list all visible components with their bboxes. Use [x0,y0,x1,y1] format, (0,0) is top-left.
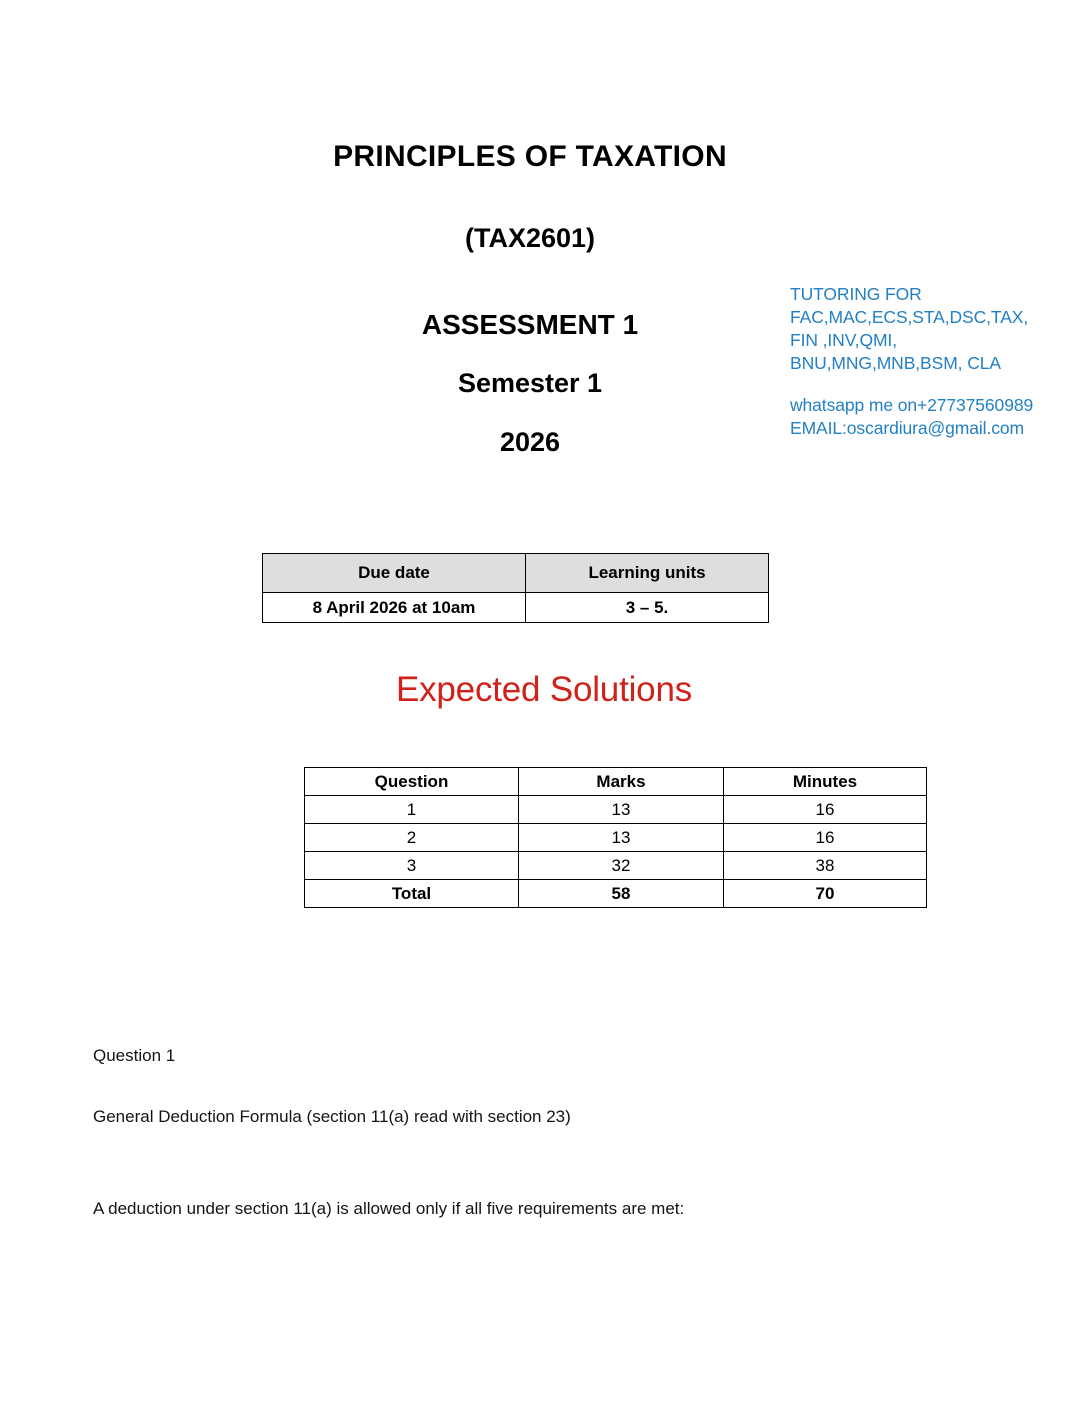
semester-heading: Semester 1 [457,368,603,398]
question-number: 1 [305,796,519,824]
year-heading: 2026 [499,427,561,457]
table-row [305,852,927,880]
question-number: 3 [305,852,519,880]
learning-units-value: 3 – 5. [526,593,769,623]
minutes-header: Minutes [724,768,927,796]
module-code: (TAX2601) [464,223,596,253]
due-date-table [262,553,769,623]
marks-header: Marks [519,768,724,796]
formula-heading: General Deduction Formula (section 11(a) read with section 23) [93,1106,571,1126]
table-row [263,593,769,623]
assessment-heading: ASSESSMENT 1 [421,309,639,340]
question-minutes: 16 [724,796,927,824]
due-date-header: Due date [263,554,526,593]
question-number: 2 [305,824,519,852]
total-minutes: 70 [724,880,927,908]
question-marks: 32 [519,852,724,880]
total-label: Total [305,880,519,908]
whatsapp-contact: whatsapp me on+27737560989 [790,395,1034,416]
total-marks: 58 [519,880,724,908]
page-title: PRINCIPLES OF TAXATION [333,140,727,173]
expected-solutions-heading: Expected Solutions [395,670,693,709]
table-row [305,796,927,824]
due-date-value: 8 April 2026 at 10am [263,593,526,623]
advert-contact [790,394,1088,440]
marks-allocation-table [304,767,927,908]
question-header: Question [305,768,519,796]
question-minutes: 38 [724,852,927,880]
advert-line-4: BNU,MNG,MNB,BSM, CLA [790,353,1001,374]
question-minutes: 16 [724,824,927,852]
question-marks: 13 [519,824,724,852]
table-header-row [305,768,927,796]
table-row [305,824,927,852]
learning-units-header: Learning units [526,554,769,593]
question-marks: 13 [519,796,724,824]
table-total-row [305,880,927,908]
question-label: Question 1 [93,1046,176,1065]
email-contact: EMAIL:oscardiura@gmail.com [790,418,1024,439]
table-header-row [263,554,769,593]
requirements-intro: A deduction under section 11(a) is allowed only if all five requirements are met: [93,1199,685,1219]
advert-line-1: TUTORING FOR [790,284,922,304]
body-content [93,1044,993,1222]
tutoring-advert [790,283,1088,441]
advert-line-2: FAC,MAC,ECS,STA,DSC,TAX, [790,307,1029,328]
advert-line-3: FIN ,INV,QMI, [790,330,897,351]
